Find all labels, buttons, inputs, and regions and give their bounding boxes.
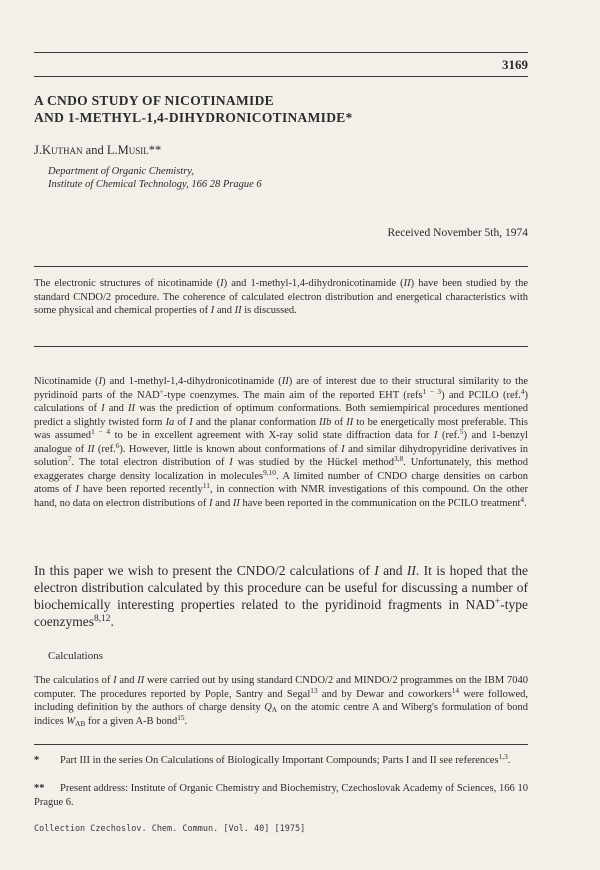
affiliation-institute: Institute of Chemical Technology, 166 28 Prague 6 (48, 179, 262, 190)
footnote-1: * Part III in the series On Calculations of Biologically Important Compounds; Parts I and II see references$^{1,3}$. (34, 751, 511, 766)
header-rule-bottom (34, 76, 528, 77)
author2-initial: L. (106, 143, 118, 157)
author-and: and (85, 143, 104, 157)
author2-surname: Musil** (117, 143, 162, 157)
calculations-paragraph: The calculatio s of I and II were carried out by using standard CNDO/2 and MINDO/2 programmes on the IBM 7040 computer. The procedures reported by Pople, Santry and Segal$^{13}$ and by Dewar and coworkers$^{14}$ were followed, including definition by the authors of charge density $Q_A$ on the atomic centre A and Wiberg's formulation of bond indices $W_{AB}$ for a given A-B bond$^{15}$. (34, 675, 528, 728)
affiliation (48, 165, 262, 191)
section-heading-calculations: Calculations (48, 650, 103, 662)
author1-initial: J. (34, 143, 42, 157)
header-rule-top (34, 52, 528, 53)
authors (34, 143, 161, 158)
intro-paragraph: Nicotinamide (I) and 1-methyl-1,4-dihydronicotinamide (II) are of interest due to their structural similarity to the pyridinoid parts of the NAD+-type coenzymes. The main aim of the reported EHT (refs$^{1 - 3}$) and PCILO (ref.$^4$) calculations of I and II was the prediction of optimum conformations. Both semiempirical procedures mentioned predict a slightly twisted form Ia of I and the planar conformation IIb of II to be energetically most preferable. This was assumed$^{1 - 4}$ to be in excellent agreement with X-ray solid state diffraction data for I (ref.$^5$) and 1-benzyl analogue of II (ref.$^6$). However, little is known about conformations of I and similar dihydropyridine derivatives in solution$^7$. The total electron distribution of I was studied by the Hückel method$^{3,8}$. Unfortunately, this method exaggerates charge density localization in molecules$^{9,10}$. A limited number of CNDO charge densities on carbon atoms of I have been reported recently$^{11}$, in connection with NMR investigations of this compound. On the other hand, no data on electron distributions of I and II have been reported in the communication on the PCILO treatment$^4$. (34, 376, 529, 509)
footnote-2: ** Present address: Institute of Organic Chemistry and Biochemistry, Czechoslovak Academy of Sciences, 166 10 Prague 6. (34, 783, 528, 808)
page-number: 3169 (502, 57, 528, 72)
author1-surname: Kuthan (42, 143, 83, 157)
affiliation-department: Department of Organic Chemistry, (48, 166, 195, 177)
article-title (34, 92, 528, 126)
abstract-rule-top (34, 266, 528, 267)
title-line-1: A CNDO STUDY OF NICOTINAMIDE (34, 93, 274, 108)
abstract-rule-bottom (34, 346, 528, 347)
title-line-2: AND 1-METHYL-1,4-DIHYDRONICOTINAMIDE* (34, 110, 353, 125)
abstract: The electronic structures of nicotinamide (I) and 1-methyl-1,4-dihydronicotinamide (II) have been studied by the standard CNDO/2 procedure. The coherence of calculated electron distribution and energetical characteristics with some physical and chemical properties of I and II is discussed. (34, 278, 528, 316)
footnote-marker-1: * (34, 755, 40, 766)
aim-paragraph: In this paper we wish to present the CNDO/2 calculations of I and II. It is hoped that the electron distribution calculated by this procedure can be useful for discussing a number of biochemically interesting properties related to the pyridinoid fragments in NAD+-type coenzymes$^{8,12}$. (34, 563, 528, 629)
footnote-marker-2: ** (34, 783, 45, 794)
journal-citation-footer: Collection Czechoslov. Chem. Commun. [Vol. 40] [1975] (34, 824, 306, 834)
received-date: Received November 5th, 1974 (387, 227, 528, 239)
footnote-rule (34, 744, 528, 745)
